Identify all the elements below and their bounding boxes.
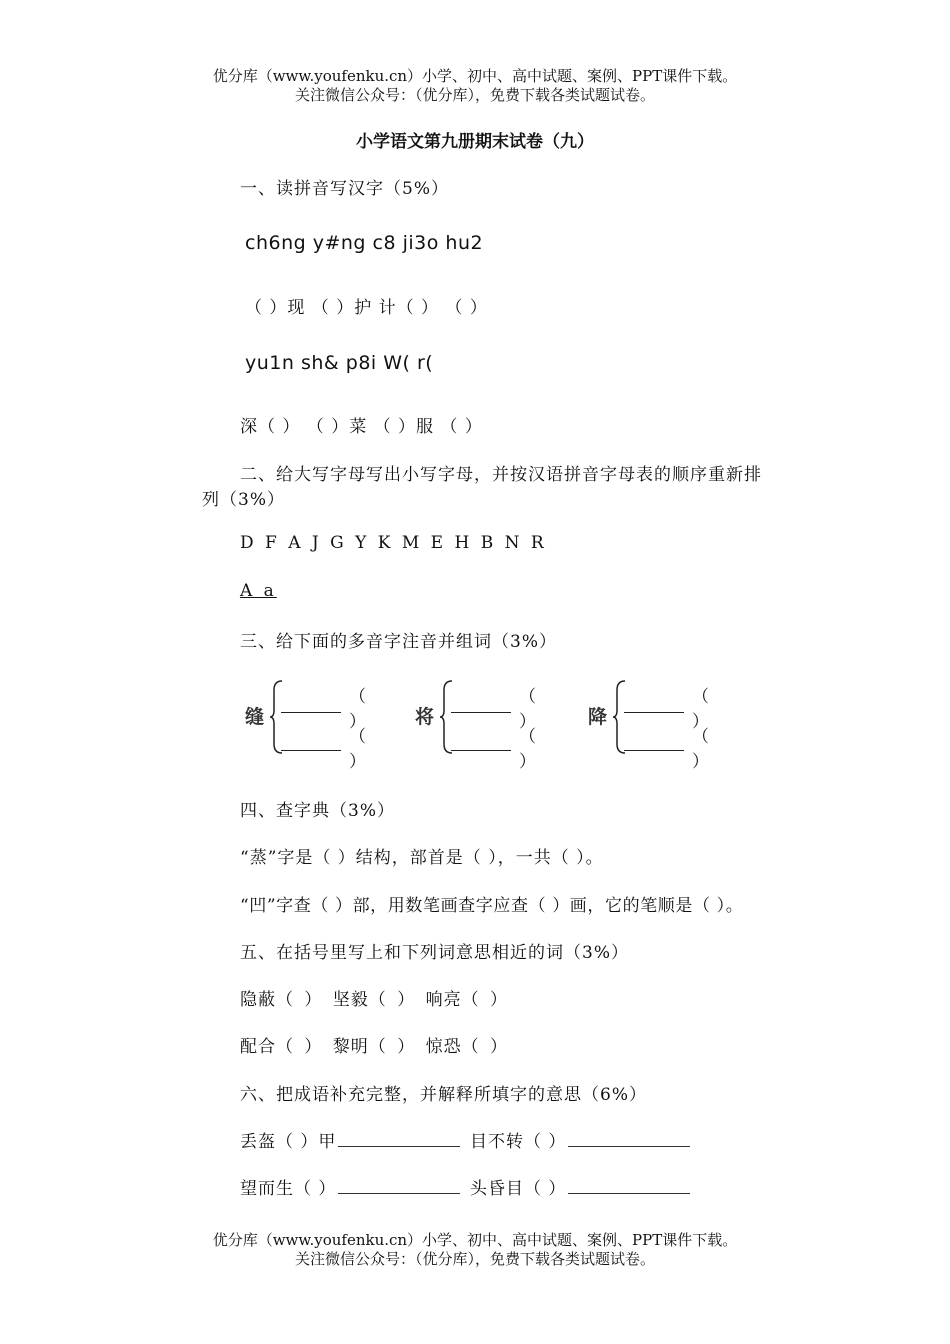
answer-line[interactable] xyxy=(624,750,684,751)
paren-blank: （ ） xyxy=(692,687,715,732)
answer-line[interactable] xyxy=(451,712,511,713)
answer-line[interactable] xyxy=(451,750,511,751)
left-brace-icon xyxy=(440,680,454,754)
idiom-text: 望而生（ ） xyxy=(240,1179,337,1199)
polyphone-group-2 xyxy=(415,678,565,772)
section-4-heading: 四、查字典（3%） xyxy=(240,801,395,821)
polyphone-char: 将 xyxy=(415,706,435,728)
section-6-heading: 六、把成语补充完整，并解释所填字的意思（6%） xyxy=(240,1085,647,1105)
paren-blank: （ ） xyxy=(519,687,542,732)
footer-line-2: 关注微信公众号：（优分库），免费下载各类试题试卷。 xyxy=(294,1250,655,1268)
section-3-heading: 三、给下面的多音字注音并组词（3%） xyxy=(240,632,557,652)
explanation-blank[interactable] xyxy=(568,1130,690,1147)
polyphone-group-3 xyxy=(588,678,738,772)
synonym-row-1: 隐蔽（ ） 坚毅（ ） 响亮（ ） xyxy=(240,990,509,1010)
letter-list: D F A J G Y K M E H B N R xyxy=(240,533,547,553)
answer-line[interactable] xyxy=(624,712,684,713)
paren-blank: （ ） xyxy=(349,727,372,772)
header-line-1: 优分库（www.youfenku.cn）小学、初中、高中试题、案例、PPT课件下载。 xyxy=(212,67,738,85)
dictionary-question-2: “凹”字查（ ）部，用数笔画查字应查（ ）画，它的笔顺是（ ）。 xyxy=(240,896,744,916)
idiom-item-2 xyxy=(470,1127,690,1152)
section-2-heading-cont: 列（3%） xyxy=(202,490,285,510)
explanation-blank[interactable] xyxy=(338,1177,460,1194)
idiom-text: 丢盔（ ）甲 xyxy=(240,1132,337,1152)
polyphone-char: 缝 xyxy=(245,706,265,728)
idiom-item-4 xyxy=(470,1174,690,1199)
paren-blank: （ ） xyxy=(349,687,372,732)
explanation-blank[interactable] xyxy=(338,1130,460,1147)
polyphone-group-1 xyxy=(245,678,395,772)
footer-line-1: 优分库（www.youfenku.cn）小学、初中、高中试题、案例、PPT课件下载。 xyxy=(212,1231,738,1249)
synonym-row-2: 配合（ ） 黎明（ ） 惊恐（ ） xyxy=(240,1037,509,1057)
answer-row-2: 深（ ） （ ）菜 （ ）服 （ ） xyxy=(240,417,483,437)
left-brace-icon xyxy=(270,680,284,754)
paren-blank: （ ） xyxy=(692,727,715,772)
section-1-heading: 一、读拼音写汉字（5%） xyxy=(240,179,449,199)
answer-row-1: （ ）现 （ ）护 计（ ） （ ） xyxy=(245,298,488,318)
dictionary-question-1: “蒸”字是（ ）结构，部首是（ ），一共（ ）。 xyxy=(240,848,604,868)
pinyin-row-2: yu1n sh& p8i W( r( xyxy=(245,352,434,374)
idiom-text: 目不转（ ） xyxy=(470,1132,567,1152)
answer-line[interactable] xyxy=(281,750,341,751)
letter-example: A a xyxy=(240,581,277,601)
pinyin-row-1: ch6ng y#ng c8 ji3o hu2 xyxy=(245,232,484,254)
idiom-item-1 xyxy=(240,1127,460,1152)
page-title: 小学语文第九册期末试卷（九） xyxy=(356,132,594,152)
section-5-heading: 五、在括号里写上和下列词意思相近的词（3%） xyxy=(240,943,629,963)
idiom-item-3 xyxy=(240,1174,460,1199)
section-2-heading: 二、给大写字母写出小写字母，并按汉语拼音字母表的顺序重新排 xyxy=(240,465,762,485)
left-brace-icon xyxy=(613,680,627,754)
explanation-blank[interactable] xyxy=(568,1177,690,1194)
idiom-text: 头昏目（ ） xyxy=(470,1179,567,1199)
answer-line[interactable] xyxy=(281,712,341,713)
header-line-2: 关注微信公众号：（优分库），免费下载各类试题试卷。 xyxy=(294,86,655,104)
polyphone-char: 降 xyxy=(588,706,608,728)
paren-blank: （ ） xyxy=(519,727,542,772)
